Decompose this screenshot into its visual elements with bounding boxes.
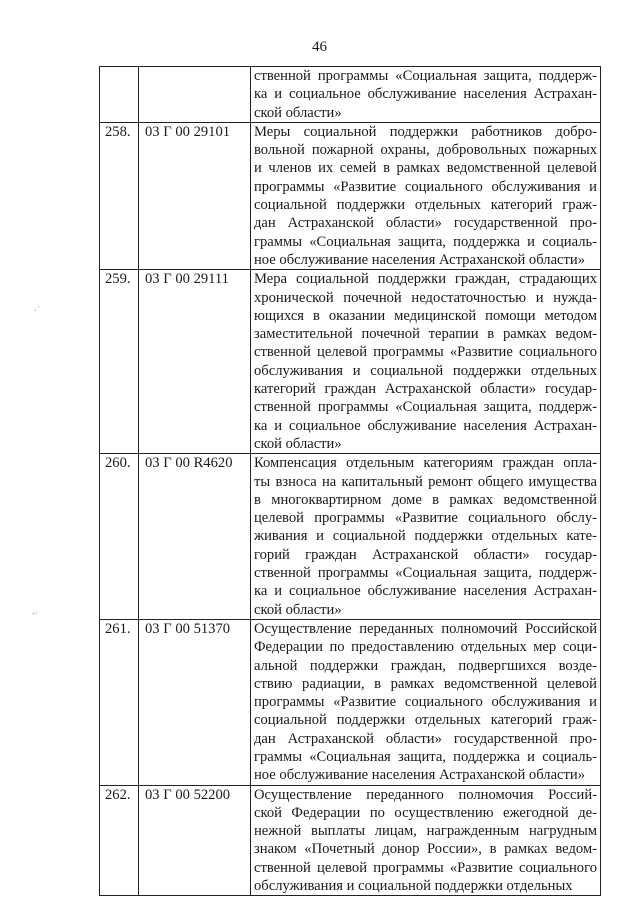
scan-artifact-mark: ·´ [34, 305, 40, 315]
table-row [100, 270, 601, 454]
description-line: ственной программы «Социальная защита, поддерж- [254, 68, 597, 84]
description-line: ственной программы «Социальная защита, поддерж- [254, 565, 597, 582]
budget-code-cell: 03 Г 00 52200 [139, 785, 251, 896]
row-number-cell [100, 67, 139, 123]
description-line: ственной целевой программы «Развитие социального [254, 859, 597, 876]
budget-code-cell: 03 Г 00 29111 [139, 270, 251, 454]
description-line: ственной целевой программы «Развитие социального [254, 344, 597, 361]
description-line: Федерации по предоставлению отдельных мер соци- [254, 639, 597, 656]
description-line: ской Федерации по осуществлению ежегодной де- [254, 804, 597, 821]
description-line: ствию радиации, в рамках ведомственной целевой [254, 675, 597, 692]
description-line: ка и социальное обслуживание населения Астрахан- [254, 583, 597, 600]
description-cell [251, 67, 601, 123]
row-number-cell: 261. [100, 619, 139, 785]
table-row [100, 454, 601, 620]
description-line: ное обслуживание населения Астраханской области» [254, 767, 586, 784]
description-line: вольной пожарной охраны, добровольных пожарных [254, 142, 597, 159]
description-line: горий граждан Астраханской области» государ- [254, 546, 597, 563]
budget-code-cell: 03 Г 00 R4620 [139, 454, 251, 620]
budget-code-cell: 03 Г 00 29101 [139, 122, 251, 269]
description-line: Мера социальной поддержки граждан, страдающих [254, 271, 597, 288]
table-row [100, 122, 601, 269]
table-row [100, 619, 601, 785]
description-line: Меры социальной поддержки работников добро- [254, 123, 597, 140]
description-line: программы «Развитие социального обслуживания и [254, 178, 597, 195]
description-line: дан Астраханской области» государственной про- [254, 215, 597, 232]
description-line: ка и социальное обслуживание населения Астрахан- [254, 417, 597, 434]
row-number-cell: 262. [100, 785, 139, 896]
description-line: ской области» [254, 601, 342, 618]
description-line: целевой программы «Развитие социального обслу- [254, 510, 597, 527]
description-line: ской области» [254, 435, 342, 452]
description-cell [251, 619, 601, 785]
description-line: ное обслуживание населения Астраханской области» [254, 251, 586, 268]
row-number-cell: 258. [100, 122, 139, 269]
description-line: альной поддержки граждан, подвергшихся возде- [254, 657, 597, 674]
description-line: обслуживания и социальной поддержки отдельных [254, 878, 573, 895]
budget-code-cell [139, 67, 251, 123]
description-line: категорий граждан Астраханской области» государ- [254, 381, 597, 398]
budget-code-cell: 03 Г 00 51370 [139, 619, 251, 785]
row-number-cell: 259. [100, 270, 139, 454]
description-line: Компенсация отдельным категориям граждан опла- [254, 455, 597, 472]
budget-classification-table [99, 66, 601, 896]
description-line: заместительной почечной терапии в рамках ведом- [254, 326, 597, 343]
description-line: дан Астраханской области» государственной про- [254, 730, 597, 747]
description-cell [251, 122, 601, 269]
description-line: обслуживания и социальной поддержки отдельных [254, 362, 597, 379]
description-cell [251, 785, 601, 896]
description-line: социальной поддержки отдельных категорий граж- [254, 197, 597, 214]
description-line: ственной программы «Социальная защита, поддерж- [254, 399, 597, 416]
table-row [100, 67, 601, 123]
description-line: ской области» [254, 104, 342, 121]
description-line: граммы «Социальная защита, поддержка и социаль- [254, 748, 597, 765]
description-line: хронической почечной недостаточностью и нужда- [254, 289, 597, 306]
description-line: Осуществление переданного полномочия Россий- [254, 786, 597, 803]
table-row [100, 785, 601, 896]
description-line: Осуществление переданных полномочий Российской [254, 620, 597, 637]
description-cell [251, 270, 601, 454]
description-line: знаком «Почетный донор России», в рамках ведом- [254, 841, 597, 858]
table-body [100, 67, 601, 896]
description-line: и членов их семей в рамках ведомственной целевой [254, 160, 597, 177]
description-line: программы «Развитие социального обслуживания и [254, 694, 597, 711]
description-line: живания и социальной поддержки отдельных кате- [254, 528, 597, 545]
page-number: 46 [312, 39, 327, 55]
scan-artifact-mark: -· [32, 608, 38, 618]
description-line: граммы «Социальная защита, поддержка и социаль- [254, 233, 597, 250]
description-line: ющихся в оказании медицинской помощи методом [254, 307, 597, 324]
description-line: нежной выплаты лицам, награжденным нагрудным [254, 823, 597, 840]
description-line: ка и социальное обслуживание населения Астрахан- [254, 86, 597, 103]
description-line: ты взноса на капитальный ремонт общего имущества [254, 473, 597, 490]
description-line: социальной поддержки отдельных категорий граж- [254, 712, 597, 729]
row-number-cell: 260. [100, 454, 139, 620]
description-cell [251, 454, 601, 620]
description-line: в многоквартирном доме в рамках ведомственной [254, 491, 597, 508]
